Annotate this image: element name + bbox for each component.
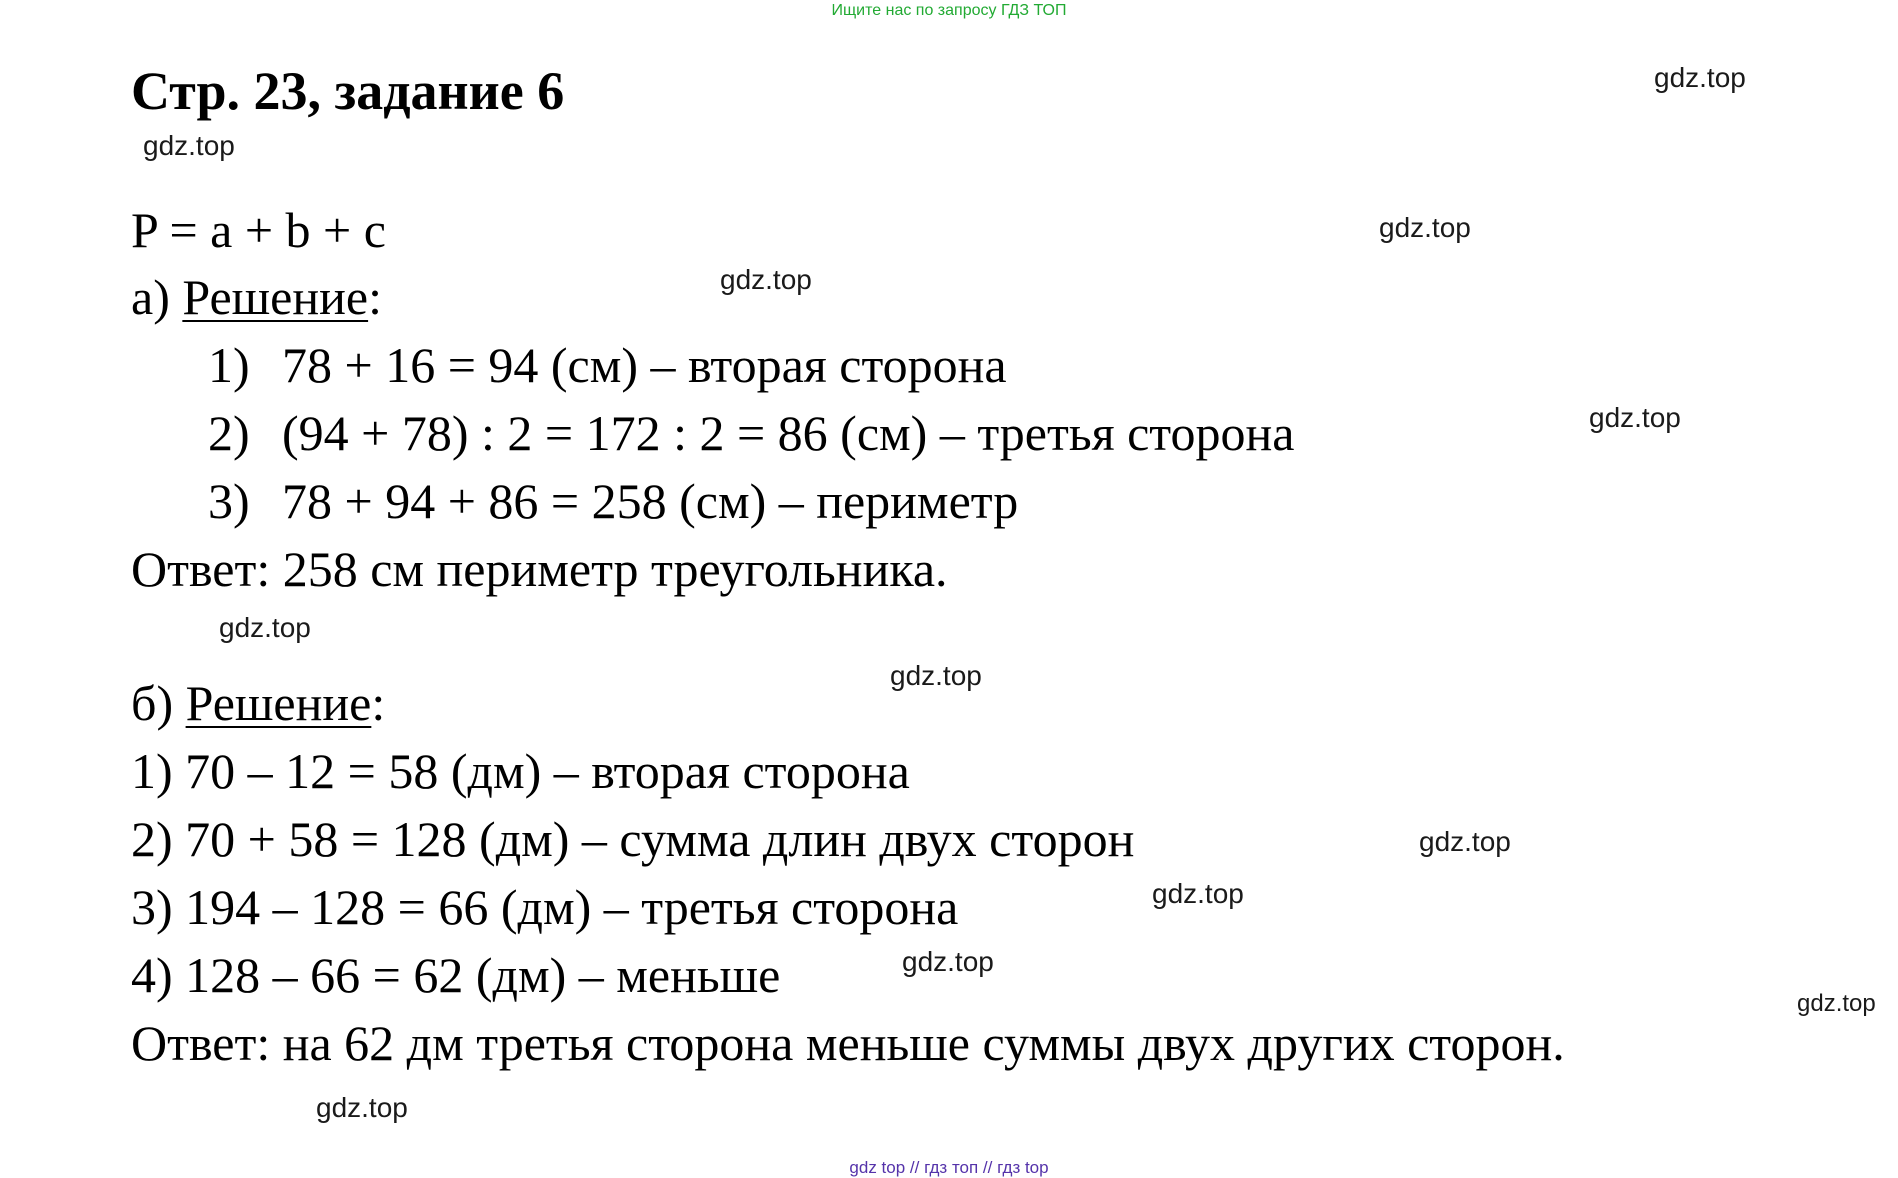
part-a-header (131, 269, 382, 325)
part-b-step-2: 2) 70 + 58 = 128 (дм) – сумма длин двух сторон (131, 811, 1135, 867)
watermark: gdz.top (1419, 826, 1511, 857)
watermark: gdz.top (219, 612, 311, 643)
part-b-header (131, 675, 386, 731)
step-text: 78 + 16 = 94 (см) – вторая сторона (282, 337, 1007, 393)
watermark: gdz.top (1589, 402, 1681, 433)
step-number: 1) (208, 337, 250, 393)
step-text: 78 + 94 + 86 = 258 (см) – периметр (282, 473, 1019, 529)
part-a-answer: Ответ: 258 см периметр треугольника. (131, 541, 948, 597)
watermark: gdz.top (890, 660, 982, 691)
part-b-step-3: 3) 194 – 128 = 66 (дм) – третья сторона (131, 879, 959, 935)
part-b-colon: : (371, 675, 386, 731)
watermark: gdz.top (143, 130, 235, 161)
part-b-answer: Ответ: на 62 дм третья сторона меньше суммы двух других сторон. (131, 1015, 1565, 1071)
part-b-solution-word: Решение (185, 675, 372, 731)
part-b-prefix: б) (131, 675, 186, 731)
watermark: gdz.top (1797, 990, 1876, 1017)
part-b-step-1: 1) 70 – 12 = 58 (дм) – вторая сторона (131, 743, 910, 799)
step-number: 2) (208, 405, 250, 461)
part-a-prefix: а) (131, 269, 183, 325)
watermark: gdz.top (902, 946, 994, 977)
page-title: Стр. 23, задание 6 (131, 61, 565, 121)
watermark: gdz.top (720, 264, 812, 295)
part-b-step-4: 4) 128 – 66 = 62 (дм) – меньше (131, 947, 781, 1003)
part-a-solution-word: Решение (182, 269, 369, 325)
watermark: gdz.top (1379, 212, 1471, 243)
formula-line: P = a + b + c (131, 202, 386, 258)
top-banner: Ищите нас по запросу ГДЗ ТОП (831, 2, 1067, 19)
watermark: gdz.top (316, 1092, 408, 1123)
footer-links: gdz top // гдз топ // гдз top (849, 1158, 1049, 1177)
step-number: 3) (208, 473, 250, 529)
step-text: (94 + 78) : 2 = 172 : 2 = 86 (см) – третья сторона (282, 405, 1295, 461)
part-a-colon: : (368, 269, 382, 325)
watermark: gdz.top (1654, 62, 1746, 93)
watermark: gdz.top (1152, 878, 1244, 909)
